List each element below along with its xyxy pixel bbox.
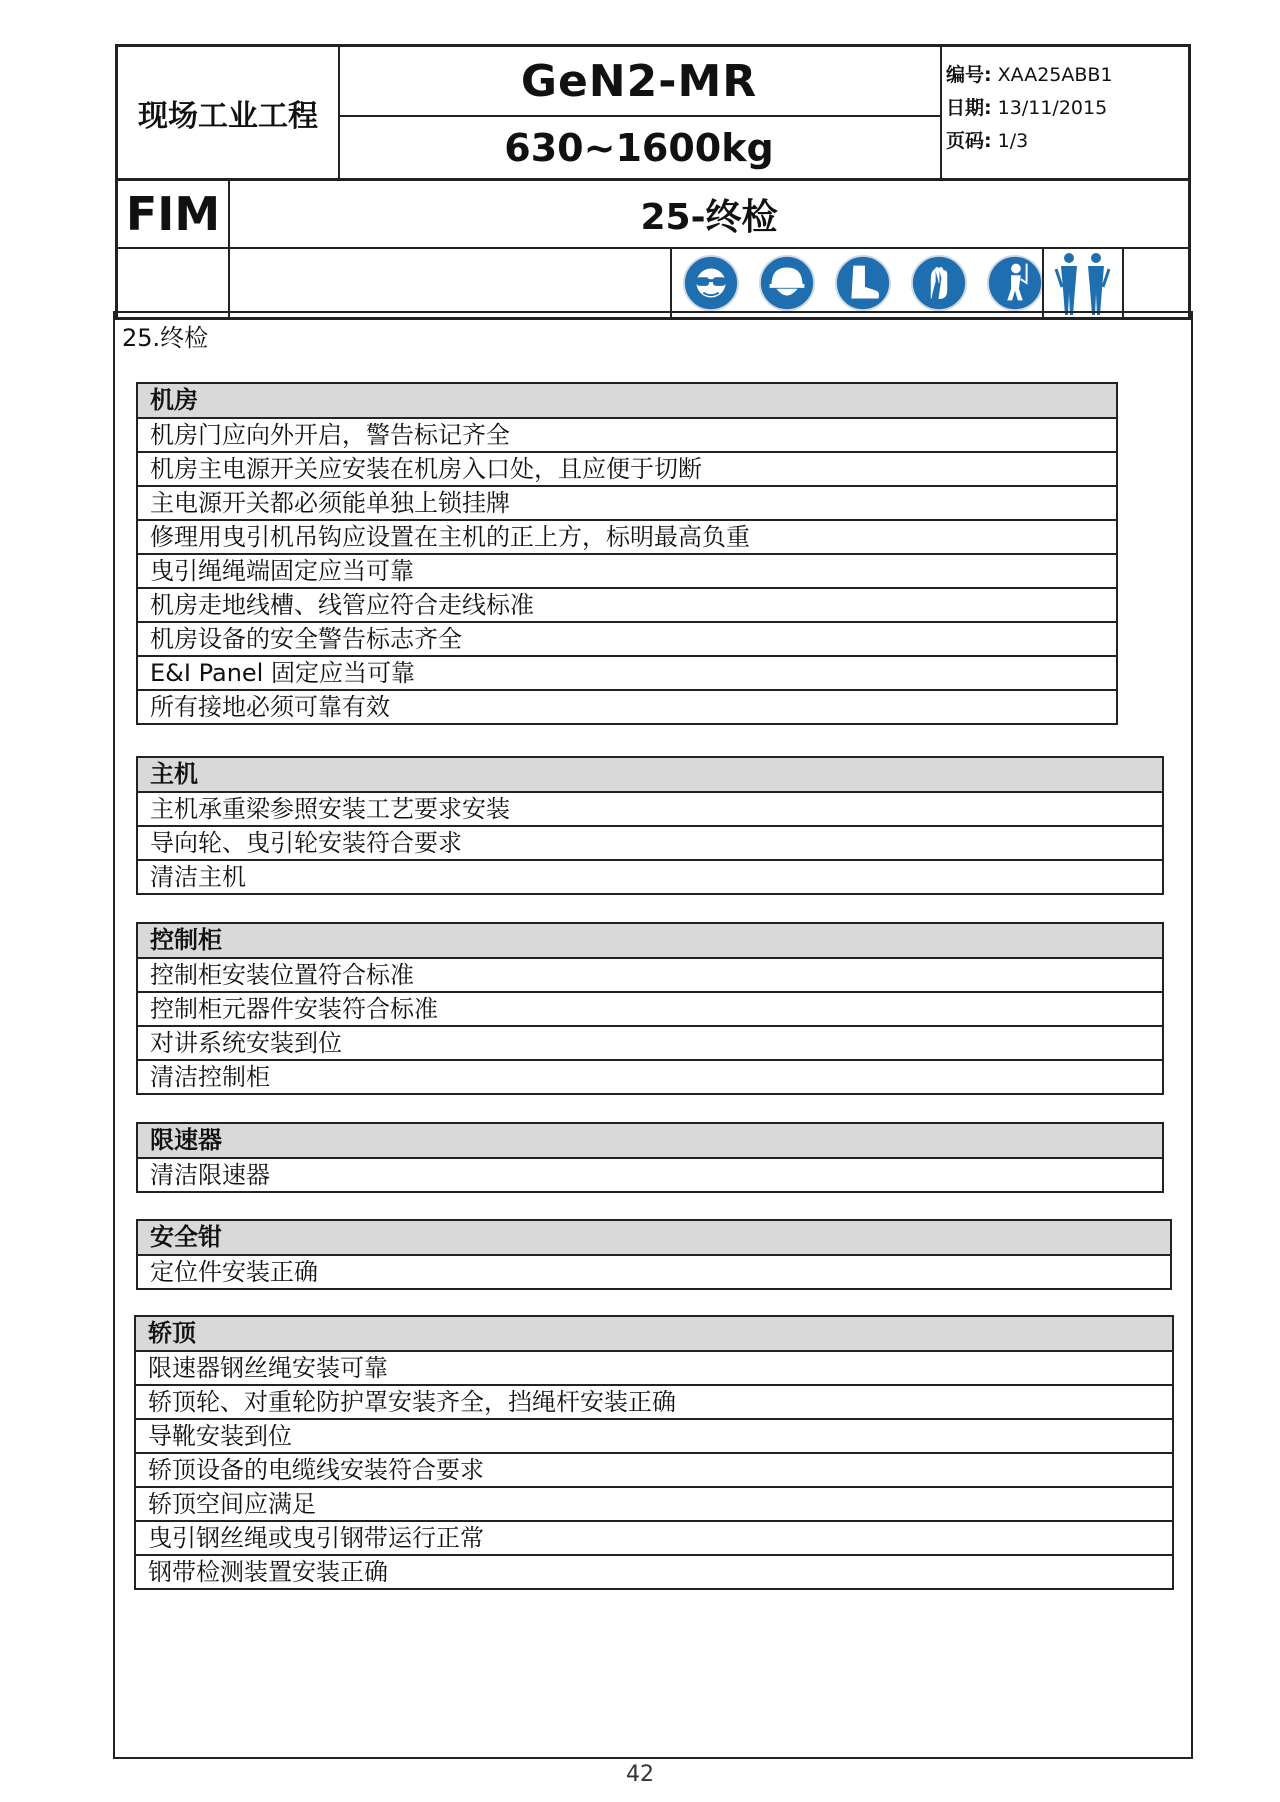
table-header: 限速器: [138, 1124, 1162, 1159]
table-row: 控制柜元器件安装符合标准: [138, 993, 1162, 1027]
table-row: 机房门应向外开启，警告标记齐全: [138, 419, 1116, 453]
two-persons-cell: [1042, 249, 1124, 317]
table-row: 主电源开关都必须能单独上锁挂牌: [138, 487, 1116, 521]
table-row: 清洁限速器: [150, 1161, 270, 1189]
table-row: 轿顶轮、对重轮防护罩安装齐全，挡绳杆安装正确: [136, 1386, 1172, 1420]
table-row: 定位件安装正确: [150, 1258, 318, 1286]
table-row: 机房走地线槽、线管应符合走线标准: [138, 589, 1116, 623]
goggles-icon: [682, 254, 740, 312]
table-row: E&I Panel 固定应当可靠: [138, 657, 1116, 691]
table-row: 机房设备的安全警告标志齐全: [138, 623, 1116, 657]
table-row: 机房主电源开关应安装在机房入口处，且应便于切断: [138, 453, 1116, 487]
gloves-icon: [910, 254, 968, 312]
checklist-table: [136, 756, 1164, 895]
safety-boot-icon: [834, 254, 892, 312]
doc-date: 13/11/2015: [997, 97, 1108, 119]
table-row: 控制柜安装位置符合标准: [138, 959, 1162, 993]
table-row: 对讲系统安装到位: [138, 1027, 1162, 1061]
section-title: 25-终检: [640, 196, 778, 238]
table-header: 轿顶: [136, 1317, 1172, 1352]
table-header: 机房: [138, 384, 1116, 419]
capacity-range: 630~1600kg: [504, 125, 774, 170]
table-row: 钢带检测装置安装正确: [148, 1558, 388, 1586]
fim-label: FIM: [118, 181, 230, 247]
model-block: [338, 47, 942, 178]
checklist-table: [136, 922, 1164, 1095]
table-row: 导向轮、曳引轮安装符合要求: [138, 827, 1162, 861]
doc-page: 1/3: [997, 130, 1029, 152]
table-header: 安全钳: [138, 1221, 1170, 1256]
table-header: 主机: [138, 758, 1162, 793]
table-row: 轿顶空间应满足: [136, 1488, 1172, 1522]
model-name: GeN2-MR: [338, 47, 940, 117]
table-header: 控制柜: [138, 924, 1162, 959]
doc-meta: [946, 59, 1186, 158]
table-row: 曳引绳绳端固定应当可靠: [138, 555, 1116, 589]
doc-no: XAA25ABB1: [997, 64, 1113, 86]
table-row: 轿顶设备的电缆线安装符合要求: [136, 1454, 1172, 1488]
subtitle: 25.终检: [122, 324, 209, 352]
table-row: 所有接地必须可靠有效: [150, 693, 390, 721]
harness-icon: [986, 254, 1044, 312]
checklist-table: [134, 1315, 1174, 1590]
table-row: 清洁控制柜: [150, 1063, 270, 1091]
table-row: 清洁主机: [150, 863, 246, 891]
checklist-table: [136, 1122, 1164, 1193]
checklist-table: [136, 1219, 1172, 1290]
safety-icons: [672, 249, 1052, 317]
document-header: [115, 44, 1191, 320]
doc-no-label: 编号:: [946, 64, 992, 86]
table-row: 主机承重梁参照安装工艺要求安装: [138, 793, 1162, 827]
helmet-icon: [758, 254, 816, 312]
table-row: 导靴安装到位: [136, 1420, 1172, 1454]
company-name: 现场工业工程: [118, 47, 340, 178]
checklist-table: [136, 382, 1118, 725]
page-label: 页码:: [946, 130, 992, 152]
empty-cell: [230, 249, 672, 317]
table-row: 曳引钢丝绳或曳引钢带运行正常: [136, 1522, 1172, 1556]
empty-cell: [118, 249, 230, 317]
table-row: 修理用曳引机吊钩应设置在主机的正上方，标明最高负重: [138, 521, 1116, 555]
page-number: 42: [626, 1762, 654, 1787]
two-persons-icon: [1044, 249, 1120, 317]
date-label: 日期:: [946, 97, 992, 119]
table-row: 限速器钢丝绳安装可靠: [136, 1352, 1172, 1386]
